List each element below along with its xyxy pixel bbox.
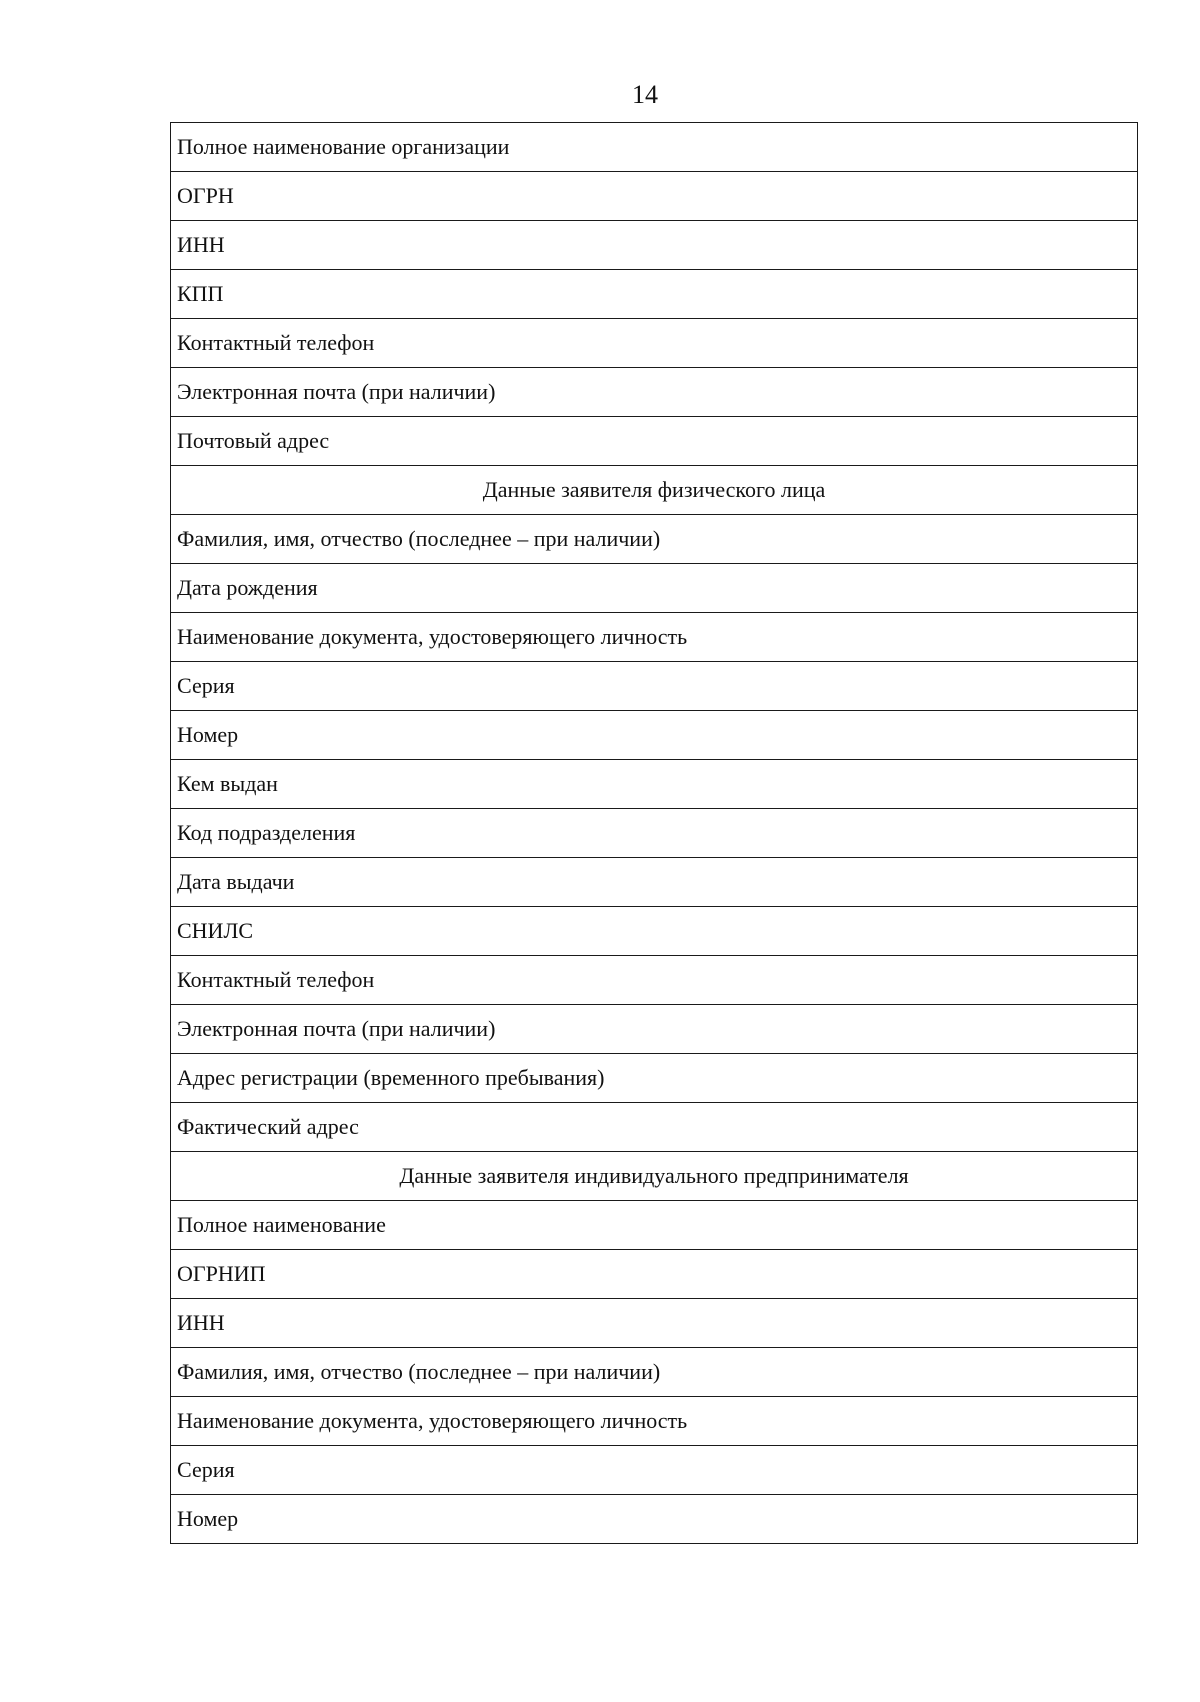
field-label-cell: Электронная почта (при наличии) <box>171 1005 1138 1054</box>
table-row <box>171 270 1138 319</box>
field-label-cell: Почтовый адрес <box>171 417 1138 466</box>
field-label-cell: Номер <box>171 711 1138 760</box>
table-row <box>171 1397 1138 1446</box>
table-row <box>171 1201 1138 1250</box>
field-label-cell: Контактный телефон <box>171 956 1138 1005</box>
table-row <box>171 515 1138 564</box>
section-header-cell: Данные заявителя физического лица <box>171 466 1138 515</box>
table-row <box>171 417 1138 466</box>
table-row <box>171 1348 1138 1397</box>
table-row <box>171 956 1138 1005</box>
section-header-row <box>171 1152 1138 1201</box>
table-row <box>171 319 1138 368</box>
field-label-cell: Код подразделения <box>171 809 1138 858</box>
field-label-cell: Полное наименование <box>171 1201 1138 1250</box>
table-row <box>171 760 1138 809</box>
field-label-cell: ИНН <box>171 1299 1138 1348</box>
field-label-cell: Серия <box>171 1446 1138 1495</box>
page-number: 14 <box>632 80 658 109</box>
table-row <box>171 1103 1138 1152</box>
field-label-cell: Фамилия, имя, отчество (последнее – при наличии) <box>171 1348 1138 1397</box>
table-row <box>171 1054 1138 1103</box>
section-header-row <box>171 466 1138 515</box>
field-label-cell: ОГРНИП <box>171 1250 1138 1299</box>
field-label-cell: Кем выдан <box>171 760 1138 809</box>
table-body <box>171 123 1138 1544</box>
table-row <box>171 1005 1138 1054</box>
section-header-cell: Данные заявителя индивидуального предпринимателя <box>171 1152 1138 1201</box>
field-label-cell: Адрес регистрации (временного пребывания) <box>171 1054 1138 1103</box>
field-label-cell: ИНН <box>171 221 1138 270</box>
table-row <box>171 1495 1138 1544</box>
field-label-cell: Полное наименование организации <box>171 123 1138 172</box>
table-row <box>171 1446 1138 1495</box>
table-row <box>171 172 1138 221</box>
field-label-cell: Дата рождения <box>171 564 1138 613</box>
field-label-cell: Электронная почта (при наличии) <box>171 368 1138 417</box>
field-label-cell: ОГРН <box>171 172 1138 221</box>
table-row <box>171 858 1138 907</box>
table-row <box>171 368 1138 417</box>
table-row <box>171 123 1138 172</box>
field-label-cell: Фамилия, имя, отчество (последнее – при наличии) <box>171 515 1138 564</box>
table-row <box>171 1299 1138 1348</box>
field-label-cell: Дата выдачи <box>171 858 1138 907</box>
table-row <box>171 907 1138 956</box>
field-label-cell: Номер <box>171 1495 1138 1544</box>
table-row <box>171 221 1138 270</box>
table-row <box>171 564 1138 613</box>
field-label-cell: Фактический адрес <box>171 1103 1138 1152</box>
table-row <box>171 662 1138 711</box>
table-row <box>171 613 1138 662</box>
field-label-cell: КПП <box>171 270 1138 319</box>
table-row <box>171 1250 1138 1299</box>
table-row <box>171 711 1138 760</box>
field-label-cell: Серия <box>171 662 1138 711</box>
field-label-cell: Контактный телефон <box>171 319 1138 368</box>
field-label-cell: Наименование документа, удостоверяющего личность <box>171 1397 1138 1446</box>
applicant-data-table <box>170 122 1138 1544</box>
field-label-cell: СНИЛС <box>171 907 1138 956</box>
table-row <box>171 809 1138 858</box>
field-label-cell: Наименование документа, удостоверяющего личность <box>171 613 1138 662</box>
